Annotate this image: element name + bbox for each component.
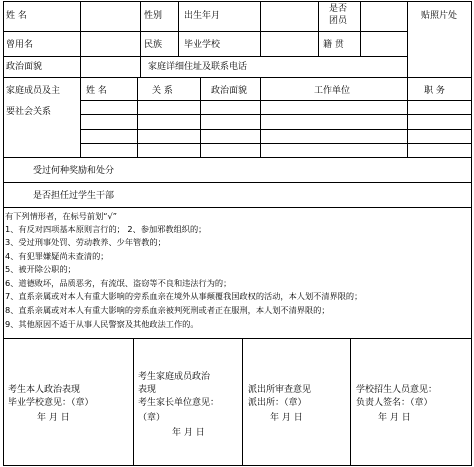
rule-v-photo xyxy=(407,1,408,77)
rule-v-birth-val xyxy=(260,1,261,56)
rule-v-gender-label xyxy=(140,1,141,56)
opinion-2-line3: 考生家长单位意见： xyxy=(138,398,220,408)
rule-v-fam-4 xyxy=(407,77,408,157)
league-label-line1: 是否 xyxy=(329,4,348,14)
condition-item: 7、直系亲属或对本人有重大影响的旁系血亲在境外从事颠覆我国政权的活动，本人划不清界限的； xyxy=(5,291,363,301)
rule-awards xyxy=(3,182,471,183)
rule-v-fam-3 xyxy=(260,77,261,157)
rule-right xyxy=(471,1,472,466)
condition-item: 6、道德败坏，品质恶劣，有流氓、盗窃等不良和违法行为的； xyxy=(5,278,232,288)
rule-family-4 xyxy=(80,143,471,144)
opinion-4-date: 年 月 日 xyxy=(378,413,411,423)
opinion-4-line1: 学校招生人员意见： xyxy=(356,385,438,395)
opinion-2-line2: 表现 xyxy=(138,385,157,395)
rule-conditions xyxy=(3,338,471,339)
rule-left xyxy=(3,1,4,466)
rule-v-gender-val xyxy=(178,1,179,56)
opinion-4-line2: 负责人签名：（章） xyxy=(356,398,433,408)
rule-v-league-label xyxy=(318,1,319,56)
family-section-label-2: 要社会关系 xyxy=(6,107,52,117)
condition-item: 3、受过刑事处罚、劳动教养、少年管教的； xyxy=(5,237,166,247)
family-header-politics: 政治面貌 xyxy=(211,86,248,96)
rule-row3 xyxy=(3,77,471,78)
ethnicity-label: 民族 xyxy=(144,40,163,50)
rule-v-fam-2 xyxy=(200,77,201,157)
opinion-2-date: 年 月 日 xyxy=(172,428,205,438)
rule-row2 xyxy=(3,56,407,57)
condition-item: 5、被开除公职的； xyxy=(5,264,76,274)
condition-item: 9、其他原因不适于从事人民警察及其他政法工作的。 xyxy=(5,319,199,329)
rule-family-3 xyxy=(80,129,471,130)
opinion-1-date: 年 月 日 xyxy=(37,413,70,423)
rule-v-op-3 xyxy=(350,338,351,466)
rule-row1 xyxy=(3,31,407,32)
opinion-3-line1: 派出所审查意见 xyxy=(248,385,312,395)
rule-v-fam-1 xyxy=(137,77,138,157)
rule-v-politics xyxy=(140,56,141,77)
birth-label: 出生年月 xyxy=(184,11,221,21)
opinion-3-date: 年 月 日 xyxy=(270,413,303,423)
rule-family-2 xyxy=(80,114,471,115)
politics-label: 政治面貌 xyxy=(6,62,43,72)
opinion-3-line2: 派出所：（章） xyxy=(248,398,307,408)
awards-label: 受过何种奖励和处分 xyxy=(33,166,115,176)
rule-v-league-val xyxy=(360,1,361,56)
condition-item: 1、有反对四项基本原则言行的； 2、参加邪教组织的； xyxy=(5,224,207,234)
family-header-workplace: 工作单位 xyxy=(314,86,351,96)
name-label: 姓 名 xyxy=(6,11,27,21)
league-label-line2: 团员 xyxy=(329,16,348,26)
rule-family-1 xyxy=(80,100,471,101)
address-label: 家庭详细住址及联系电话 xyxy=(148,62,248,72)
family-section-label-1: 家庭成员及主 xyxy=(6,86,61,96)
family-header-relation: 关 系 xyxy=(152,86,173,96)
opinion-1-line1: 考生本人政治表现 xyxy=(8,385,81,395)
conditions-intro: 有下列情形者，在标号前划“√” xyxy=(5,211,117,221)
rule-v-op-2 xyxy=(242,338,243,466)
family-header-position: 职 务 xyxy=(424,86,445,96)
rule-bottom xyxy=(3,465,471,466)
rule-cadre xyxy=(3,207,471,208)
opinion-2-line1: 考生家庭成员政治 xyxy=(138,372,211,382)
photo-label: 贴照片处 xyxy=(421,11,458,21)
condition-item: 4、有犯罪嫌疑尚未查清的； xyxy=(5,251,109,261)
native-place-label: 籍 贯 xyxy=(323,40,344,50)
rule-top xyxy=(3,1,471,2)
school-label: 毕业学校 xyxy=(184,40,221,50)
condition-item: 8、直系亲属或对本人有重大影响的旁系血亲被判死刑或者正在服刑，本人划不清界限的； xyxy=(5,305,330,315)
cadre-label: 是否担任过学生干部 xyxy=(33,191,115,201)
opinion-1-line2: 毕业学校意见：（章） xyxy=(8,398,94,408)
former-name-label: 曾用名 xyxy=(6,40,34,50)
gender-label: 性别 xyxy=(144,11,163,21)
rule-v-op-1 xyxy=(133,338,134,466)
rule-family-end xyxy=(3,157,471,158)
family-header-name: 姓 名 xyxy=(86,86,107,96)
rule-v-name xyxy=(80,1,81,157)
opinion-2-line4: （章） xyxy=(138,413,166,423)
